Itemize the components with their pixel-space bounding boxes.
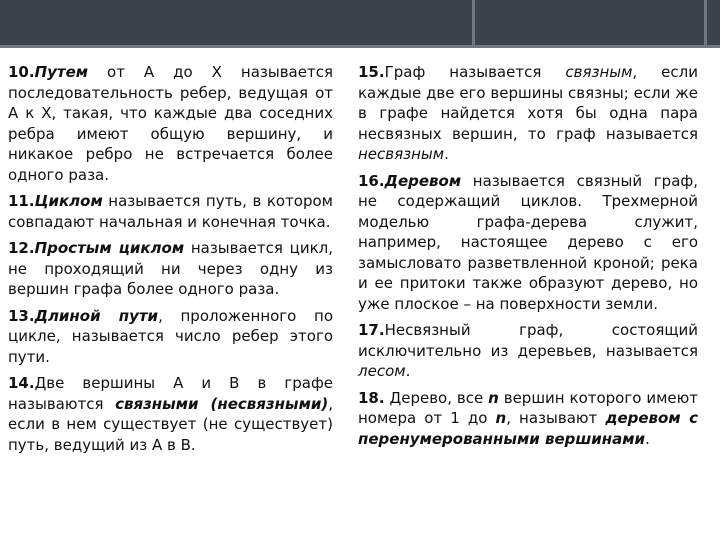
term: несвязным: [358, 145, 445, 163]
definition-14: [8, 373, 333, 455]
definition-text: от A до X называется последовательность ребер, ведущая от A к X, такая, что каждые два соседних ребра имеют общую вершину, и никакое ребро не встречается более одного раза.: [8, 63, 333, 184]
definition-number: 14.: [8, 374, 35, 392]
definition-text: , проложенного по цикле, называется число ребер этого пути.: [8, 306, 333, 366]
term: деревом с перенумерованными вершинами: [358, 409, 698, 448]
definition-16: [358, 171, 698, 315]
definition-number: 10.: [8, 63, 35, 81]
left-column: [8, 62, 333, 461]
variable: n: [495, 409, 507, 427]
definition-text: .: [645, 429, 650, 448]
definition-text: .: [444, 145, 449, 163]
definition-text: называется связный граф, не содержащий циклов. Трехмерной моделью графа-дерева служит, например, настоящее дерево с его замысловато разветвленной кроной; река и ее притоки также образуют дерево, но уже плоское – на поверхности земли.: [358, 171, 698, 313]
term: Путем: [34, 63, 89, 81]
definition-12: [8, 238, 333, 300]
definition-text: называется цикл, не проходящий ни через одну из вершин графа более одного раза.: [8, 239, 334, 298]
definition-text: , если каждые две его вершины связны; если же в графе найдется хотя бы одна пара несвязных вершин, то граф называется: [358, 63, 698, 143]
definition-number: 17.: [358, 321, 385, 339]
term: связным: [565, 63, 633, 81]
header-stripe: [472, 0, 475, 48]
definition-text: Две вершины A и B в графе называются: [8, 374, 333, 413]
definition-number: 15.: [358, 63, 385, 81]
term: связными (несвязными): [115, 394, 329, 413]
term: Длиной пути: [34, 306, 159, 325]
definition-number: 11.: [8, 192, 35, 210]
term: Деревом: [384, 171, 462, 190]
definition-text: , называют: [506, 409, 606, 427]
right-column: [358, 62, 698, 455]
term: Простым циклом: [34, 239, 185, 257]
definition-text: Дерево, все: [384, 388, 489, 407]
variable: n: [488, 388, 499, 407]
definition-text: Несвязный граф, состоящий исключительно из деревьев, называется: [358, 321, 698, 360]
definition-11: [8, 191, 333, 232]
definition-text: .: [405, 362, 411, 380]
definition-17: [358, 320, 698, 382]
definition-text: называется путь, в котором совпадают начальная и конечная точка.: [8, 192, 333, 231]
definition-10: [8, 62, 333, 185]
definition-18: [358, 388, 698, 450]
definition-number: 16.: [358, 171, 385, 190]
definition-number: 13.: [8, 306, 35, 325]
term: Циклом: [34, 192, 103, 210]
header-stripe: [704, 0, 707, 48]
definition-text: Граф называется: [384, 63, 566, 81]
definition-13: [8, 306, 333, 368]
slide-header-bar: [0, 0, 720, 48]
definition-15: [358, 62, 698, 165]
definition-number: 12.: [8, 239, 35, 257]
definition-number: 18.: [358, 388, 385, 407]
definition-text: вершин которого имеют номера от 1 до: [358, 388, 698, 427]
definition-text: , если в нем существует (не существует) путь, ведущий из A в B.: [8, 394, 333, 454]
term: лесом: [358, 362, 406, 380]
